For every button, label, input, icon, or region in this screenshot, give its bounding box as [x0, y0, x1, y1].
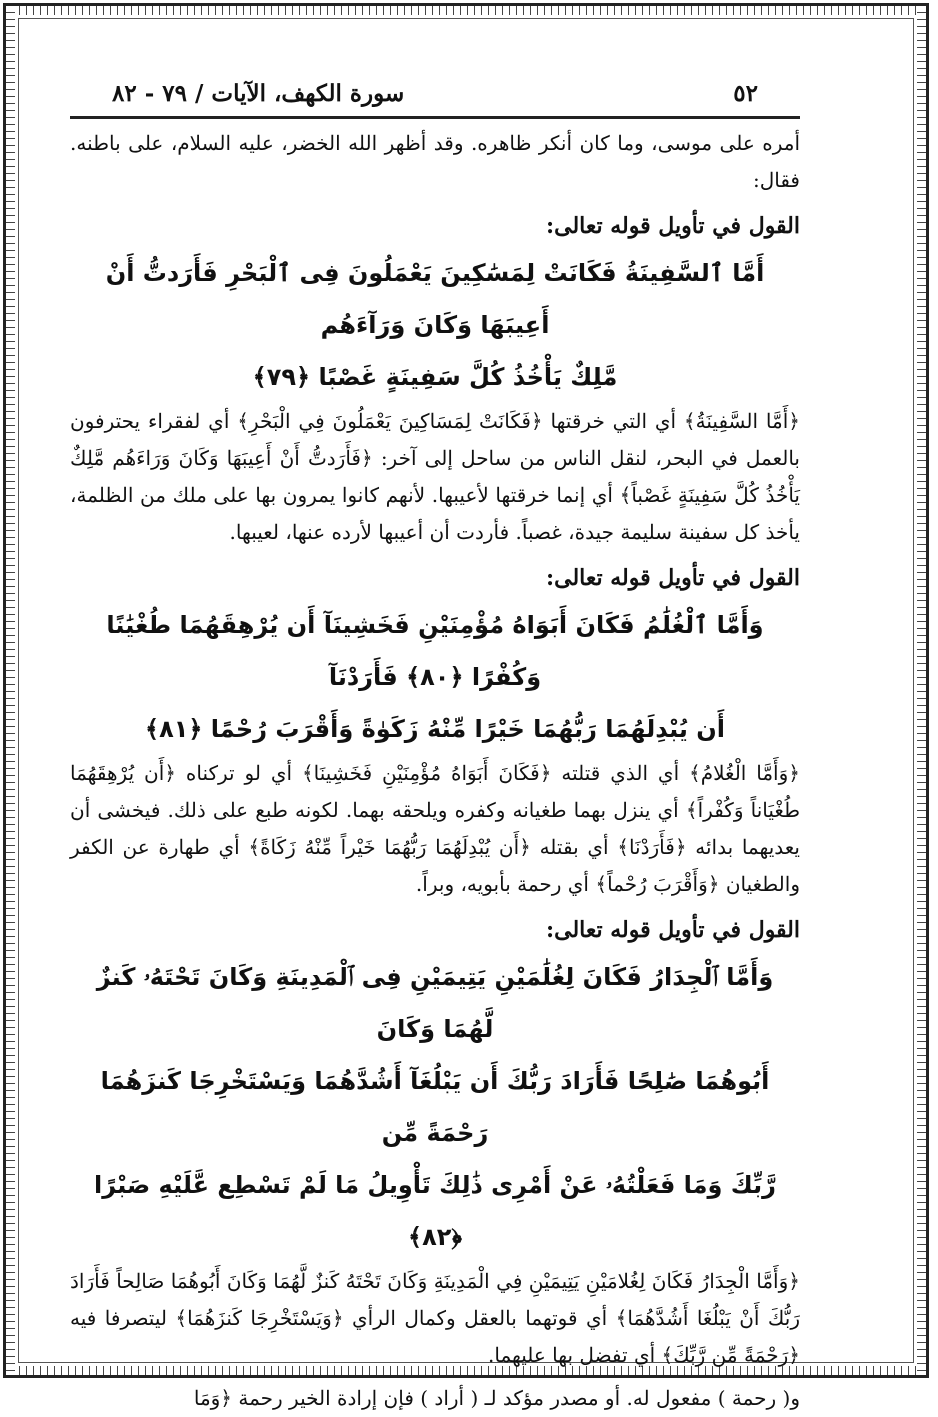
page-content — [70, 70, 800, 1410]
commentary-paragraph: ﴿أَمَّا السَّفِينَةُ﴾ أي التي خرقتها ﴿فَكَانَتْ لِمَسَاكِينَ يَعْمَلُونَ فِي الْبَحْرِ﴾ أي لفقراء يحترفون بالعمل في البحر، لنقل الناس من ساحل إلى آخر: ﴿فَأَرَدتُّ أَنْ أَعِيبَهَا وَكَانَ وَرَاءَهُم مَّلِكٌ يَأْخُذُ كُلَّ سَفِينَةٍ غَصْباً﴾ أي إنما خرقتها لأعيبها. لأنهم كانوا يمرون بها على ملك من الظلمة، يأخذ كل سفينة سليمة جيدة، غصباً. فأردت أن أعيبها لأرده عنها، لعيبها. — [70, 409, 800, 544]
verse-line: أَمَّا ٱلسَّفِينَةُ فَكَانَتْ لِمَسَٰكِينَ يَعْمَلُونَ فِى ٱلْبَحْرِ فَأَرَدتُّ أَنْ أَعِيبَهَا وَكَانَ وَرَآءَهُم — [105, 259, 765, 339]
commentary-paragraph: ﴿وَأَمَّا الْغُلامُ﴾ أي الذي قتلته ﴿فَكَانَ أَبَوَاهُ مُؤْمِنَيْنِ فَخَشِينَا﴾ أي لو تركناه ﴿أَن يُرْهِقَهُمَا طُغْيَاناً وَكُفْراً﴾ أي ينزل بهما طغيانه وكفره ويلحقه بهما. لكونه طبع على ذلك. فيخشى أن يعديهما بدائه ﴿فَأَرَدْنَا﴾ أي بقتله ﴿أَن يُبْدِلَهُمَا رَبُّهُمَا خَيْراً مِّنْهُ زَكَاةً﴾ أي طهارة عن الكفر والطغيان ﴿وَأَقْرَبَ رُحْماً﴾ أي رحمة بأبويه، وبراً. — [70, 761, 800, 896]
verse-line: أَبُوهُمَا صَٰلِحًا فَأَرَادَ رَبُّكَ أَن يَبْلُغَآ أَشُدَّهُمَا وَيَسْتَخْرِجَا كَنزَهُمَا رَحْمَةً مِّن — [100, 1067, 770, 1147]
section-1 — [70, 205, 800, 551]
border-pattern-right — [917, 6, 926, 1375]
verse-line: رَّبِّكَ وَمَا فَعَلْتُهُۥ عَنْ أَمْرِى ذَٰلِكَ تَأْوِيلُ مَا لَمْ تَسْطِع عَّلَيْهِ صَبْرًا ﴿٨٢﴾ — [94, 1171, 776, 1251]
section-2 — [70, 557, 800, 903]
section-heading: القول في تأويل قوله تعالى: — [546, 213, 800, 239]
section-heading: القول في تأويل قوله تعالى: — [546, 917, 800, 943]
section-3 — [70, 909, 800, 1374]
border-pattern-top — [6, 6, 926, 15]
verse-line: أَن يُبْدِلَهُمَا رَبُّهُمَا خَيْرًا مِّنْهُ زَكَوٰةً وَأَقْرَبَ رُحْمًا ﴿٨١﴾ — [145, 715, 725, 743]
page-title: سورة الكهف، الآيات / ٧٩ - ٨٢ — [112, 79, 405, 107]
verse-line: وَأَمَّا ٱلْغُلَٰمُ فَكَانَ أَبَوَاهُ مُؤْمِنَيْنِ فَخَشِينَآ أَن يُرْهِقَهُمَا طُغْيَٰنًا وَكُفْرًا ﴿٨٠﴾ فَأَرَدْنَآ — [106, 611, 764, 691]
intro-paragraph: أمره على موسى، وما كان أنكر ظاهره. وقد أظهر الله الخضر، عليه السلام، على باطنه. فقال: — [70, 131, 800, 192]
commentary-paragraph: ﴿وَأَمَّا الْجِدَارُ فَكَانَ لِغُلامَيْنِ يَتِيمَيْنِ فِي الْمَدِينَةِ وَكَانَ تَحْتَهُ كَنزٌ لَّهُمَا وَكَانَ أَبُوهُمَا صَالِحاً فَأَرَادَ رَبُّكَ أَنْ يَبْلُغَا أَشُدَّهُمَا﴾ أي قوتهما بالعقل وكمال الرأي ﴿وَيَسْتَخْرِجَا كَنزَهُمَا﴾ ليتصرفا فيه ﴿رَحْمَةً مِّن رَّبِّكَ﴾ أي تفضل بها عليهما. — [70, 1269, 800, 1367]
verse-line: مَّلِكٌ يَأْخُذُ كُلَّ سَفِينَةٍ غَصْبًا ﴿٧٩﴾ — [252, 363, 618, 391]
border-pattern-left — [6, 6, 15, 1375]
section-heading: القول في تأويل قوله تعالى: — [546, 565, 800, 591]
verse-line: وَأَمَّا ٱلْجِدَارُ فَكَانَ لِغُلَٰمَيْنِ يَتِيمَيْنِ فِى ٱلْمَدِينَةِ وَكَانَ تَحْتَهُۥ كَنزٌ لَّهُمَا وَكَانَ — [96, 963, 774, 1043]
page-number: ٥٢ — [733, 79, 758, 107]
page-header — [70, 70, 800, 119]
closing-paragraph: و( رحمة ) مفعول له. أو مصدر مؤكد لـ ( أراد ) فإن إرادة الخير رحمة ﴿وَمَا — [193, 1386, 800, 1410]
